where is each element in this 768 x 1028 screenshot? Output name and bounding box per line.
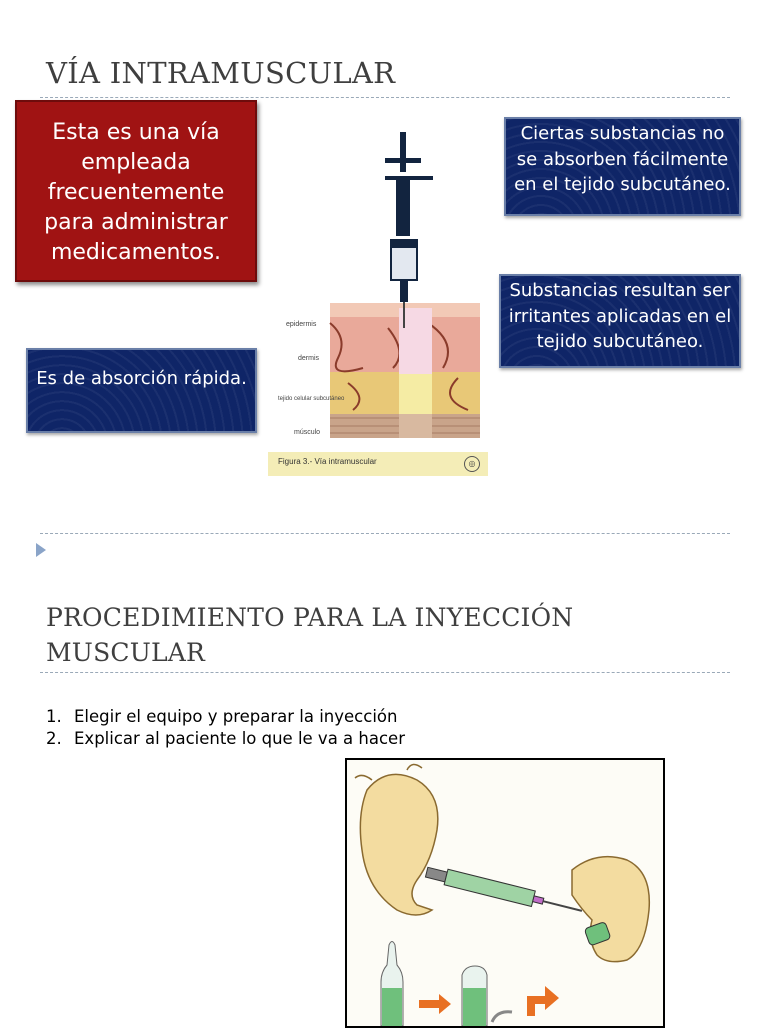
procedure-step <box>46 706 405 728</box>
syringe-illustration <box>385 132 433 328</box>
procedure-step <box>46 728 405 750</box>
label-dermis: dermis <box>298 355 320 362</box>
fast-absorption-text: Es de absorción rápida. <box>36 368 247 389</box>
definition-box <box>15 100 257 282</box>
figure-caption: Figura 3.- Vía intramuscular <box>278 457 377 466</box>
ampoule-icon <box>462 966 487 1026</box>
arrow-right-icon <box>419 994 451 1014</box>
step-number: 2. <box>46 729 62 748</box>
bullet-arrow-icon <box>36 543 46 557</box>
slide-divider <box>40 533 730 534</box>
skin-layers-diagram <box>268 128 490 478</box>
definition-text: Esta es una vía empleada frecuentemente para administrar medicamentos. <box>44 120 228 265</box>
hands-syringe-illustration <box>345 758 665 1028</box>
step-text: Elegir el equipo y preparar la inyección <box>74 707 398 726</box>
label-epidermis: epidermis <box>286 321 317 328</box>
procedure-steps <box>46 706 405 750</box>
step-text: Explicar al paciente lo que le va a hacer <box>74 729 405 748</box>
title-divider <box>40 97 730 98</box>
slide-procedimiento <box>0 560 768 1024</box>
irritant-note-text: Substancias resultan ser irritantes aplicadas en el tejido subcutáneo. <box>508 280 732 352</box>
ampoule-icon <box>381 942 403 1027</box>
publisher-logo-icon: ◎ <box>464 456 480 472</box>
slide-title: VÍA INTRAMUSCULAR <box>46 56 396 90</box>
title-divider <box>40 672 730 673</box>
figure-caption-bar <box>268 452 488 476</box>
absorption-note-box <box>504 117 741 216</box>
label-musculo: músculo <box>294 429 321 436</box>
irritant-note-box <box>499 274 741 368</box>
arrow-right-icon <box>527 986 559 1016</box>
absorption-note-text: Ciertas substancias no se absorben fácilmente en el tejido subcutáneo. <box>514 123 731 195</box>
label-tejido: tejido celular subcutáneo <box>278 396 345 402</box>
slide-title: PROCEDIMIENTO PARA LA INYECCIÓN MUSCULAR <box>46 603 574 667</box>
step-number: 1. <box>46 707 62 726</box>
fast-absorption-box <box>26 348 257 433</box>
